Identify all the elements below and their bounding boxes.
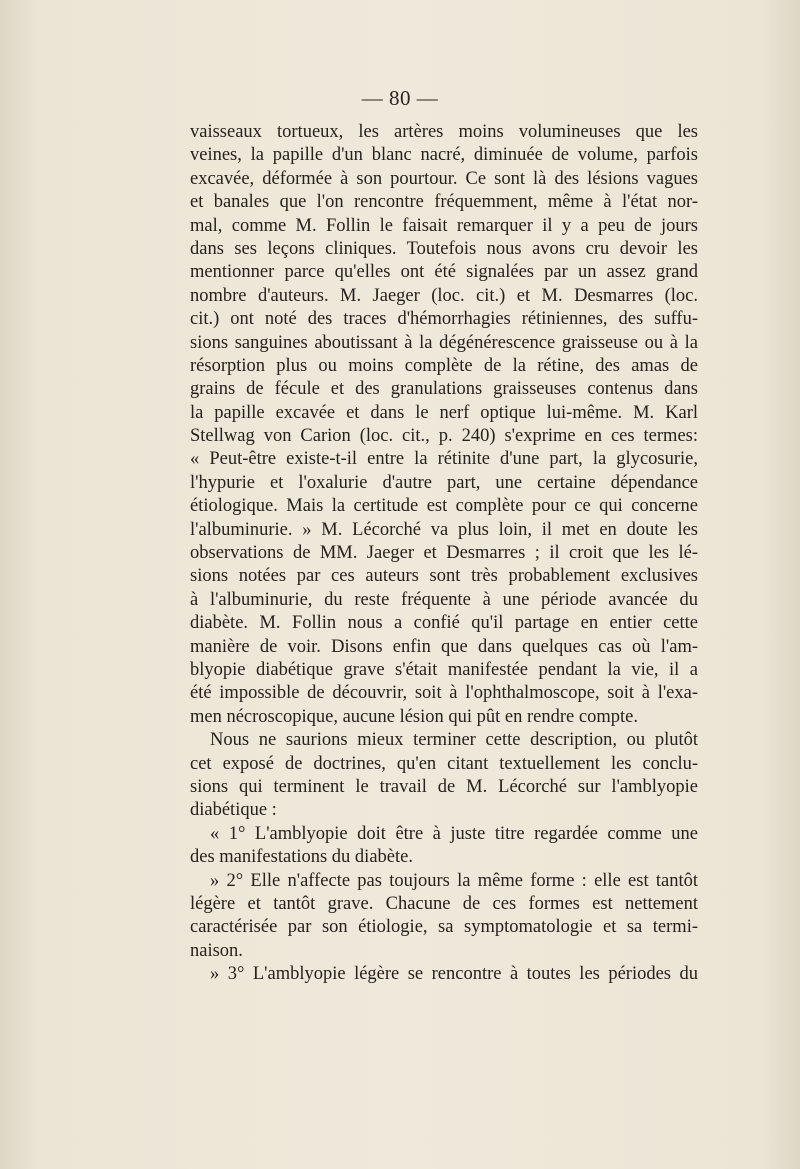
text-line: résorption plus ou moins complète de la rétine, des amas de	[190, 355, 698, 376]
text-line: à l'albuminurie, du reste fréquente à une période avancée du	[190, 589, 698, 610]
text-line: diabète. M. Follin nous a confié qu'il partage en entier cette	[190, 613, 698, 634]
text-line: men nécroscopique, aucune lésion qui pût en rendre compte.	[190, 706, 638, 727]
body-text	[190, 121, 698, 986]
text-line: mal, comme M. Follin le faisait remarquer il y a peu de jours	[190, 215, 698, 236]
text-line: vaisseaux tortueux, les artères moins volumineuses que les	[190, 122, 698, 142]
text-line: » 3° L'amblyopie légère se rencontre à toutes les périodes du	[210, 964, 698, 985]
text-line: mentionner parce qu'elles ont été signalées par un assez grand	[190, 262, 698, 283]
text-line: blyopie diabétique grave s'était manifestée pendant la vie, il a	[190, 659, 698, 680]
text-line: naison.	[190, 940, 243, 961]
text-line: sions notées par ces auteurs sont très probablement exclusives	[190, 566, 698, 587]
text-line: veines, la papille d'un blanc nacré, diminuée de volume, parfois	[190, 145, 698, 166]
text-line: « 1° L'amblyopie doit être à juste titre regardée comme une	[210, 823, 698, 844]
text-line: des manifestations du diabète.	[190, 847, 413, 868]
text-line: caractérisée par son étiologie, sa symptomatologie et sa termi-	[190, 917, 698, 938]
text-line: grains de fécule et des granulations graisseuses contenus dans	[190, 379, 698, 400]
text-line: été impossible de découvrir, soit à l'ophthalmoscope, soit à l'exa-	[190, 683, 698, 704]
text-line: l'hypurie et l'oxalurie d'autre part, une certaine dépendance	[190, 472, 698, 493]
text-line: Stellwag von Carion (loc. cit., p. 240) s'exprime en ces termes:	[190, 426, 698, 447]
text-line: » 2° Elle n'affecte pas toujours la même forme : elle est tantôt	[210, 870, 698, 891]
text-line: légère et tantôt grave. Chacune de ces formes est nettement	[190, 893, 698, 914]
text-line: excavée, déformée à son pourtour. Ce sont là des lésions vagues	[190, 168, 698, 189]
text-line: cet exposé de doctrines, qu'en citant textuellement les conclu-	[190, 753, 698, 774]
text-line: cit.) ont noté des traces d'hémorrhagies rétiniennes, des suffu-	[190, 309, 698, 330]
text-line: observations de MM. Jaeger et Desmarres ; il croit que les lé-	[190, 543, 698, 564]
text-line: « Peut-être existe-t-il entre la rétinite d'une part, la glycosurie,	[190, 449, 698, 470]
text-line: sions qui terminent le travail de M. Lécorché sur l'amblyopie	[190, 776, 698, 797]
text-line: et banales que l'on rencontre fréquemment, même à l'état nor-	[190, 192, 698, 213]
text-line: la papille excavée et dans le nerf optique lui-même. M. Karl	[190, 402, 698, 423]
text-line: étiologique. Mais la certitude est complète pour ce qui concerne	[190, 496, 698, 517]
text-line: nombre d'auteurs. M. Jaeger (loc. cit.) et M. Desmarres (loc.	[190, 285, 698, 306]
text-line: dans ses leçons cliniques. Toutefois nous avons cru devoir les	[190, 238, 698, 259]
text-line: l'albuminurie. » M. Lécorché va plus loin, il met en doute les	[190, 519, 698, 540]
text-line: manière de voir. Disons enfin que dans quelques cas où l'am-	[190, 636, 698, 657]
page-number: — 80 —	[361, 86, 439, 110]
text-line: diabétique :	[190, 800, 277, 821]
text-line: sions sanguines aboutissant à la dégénérescence graisseuse ou à la	[190, 332, 698, 353]
text-line: Nous ne saurions mieux terminer cette description, ou plutôt	[210, 730, 698, 751]
